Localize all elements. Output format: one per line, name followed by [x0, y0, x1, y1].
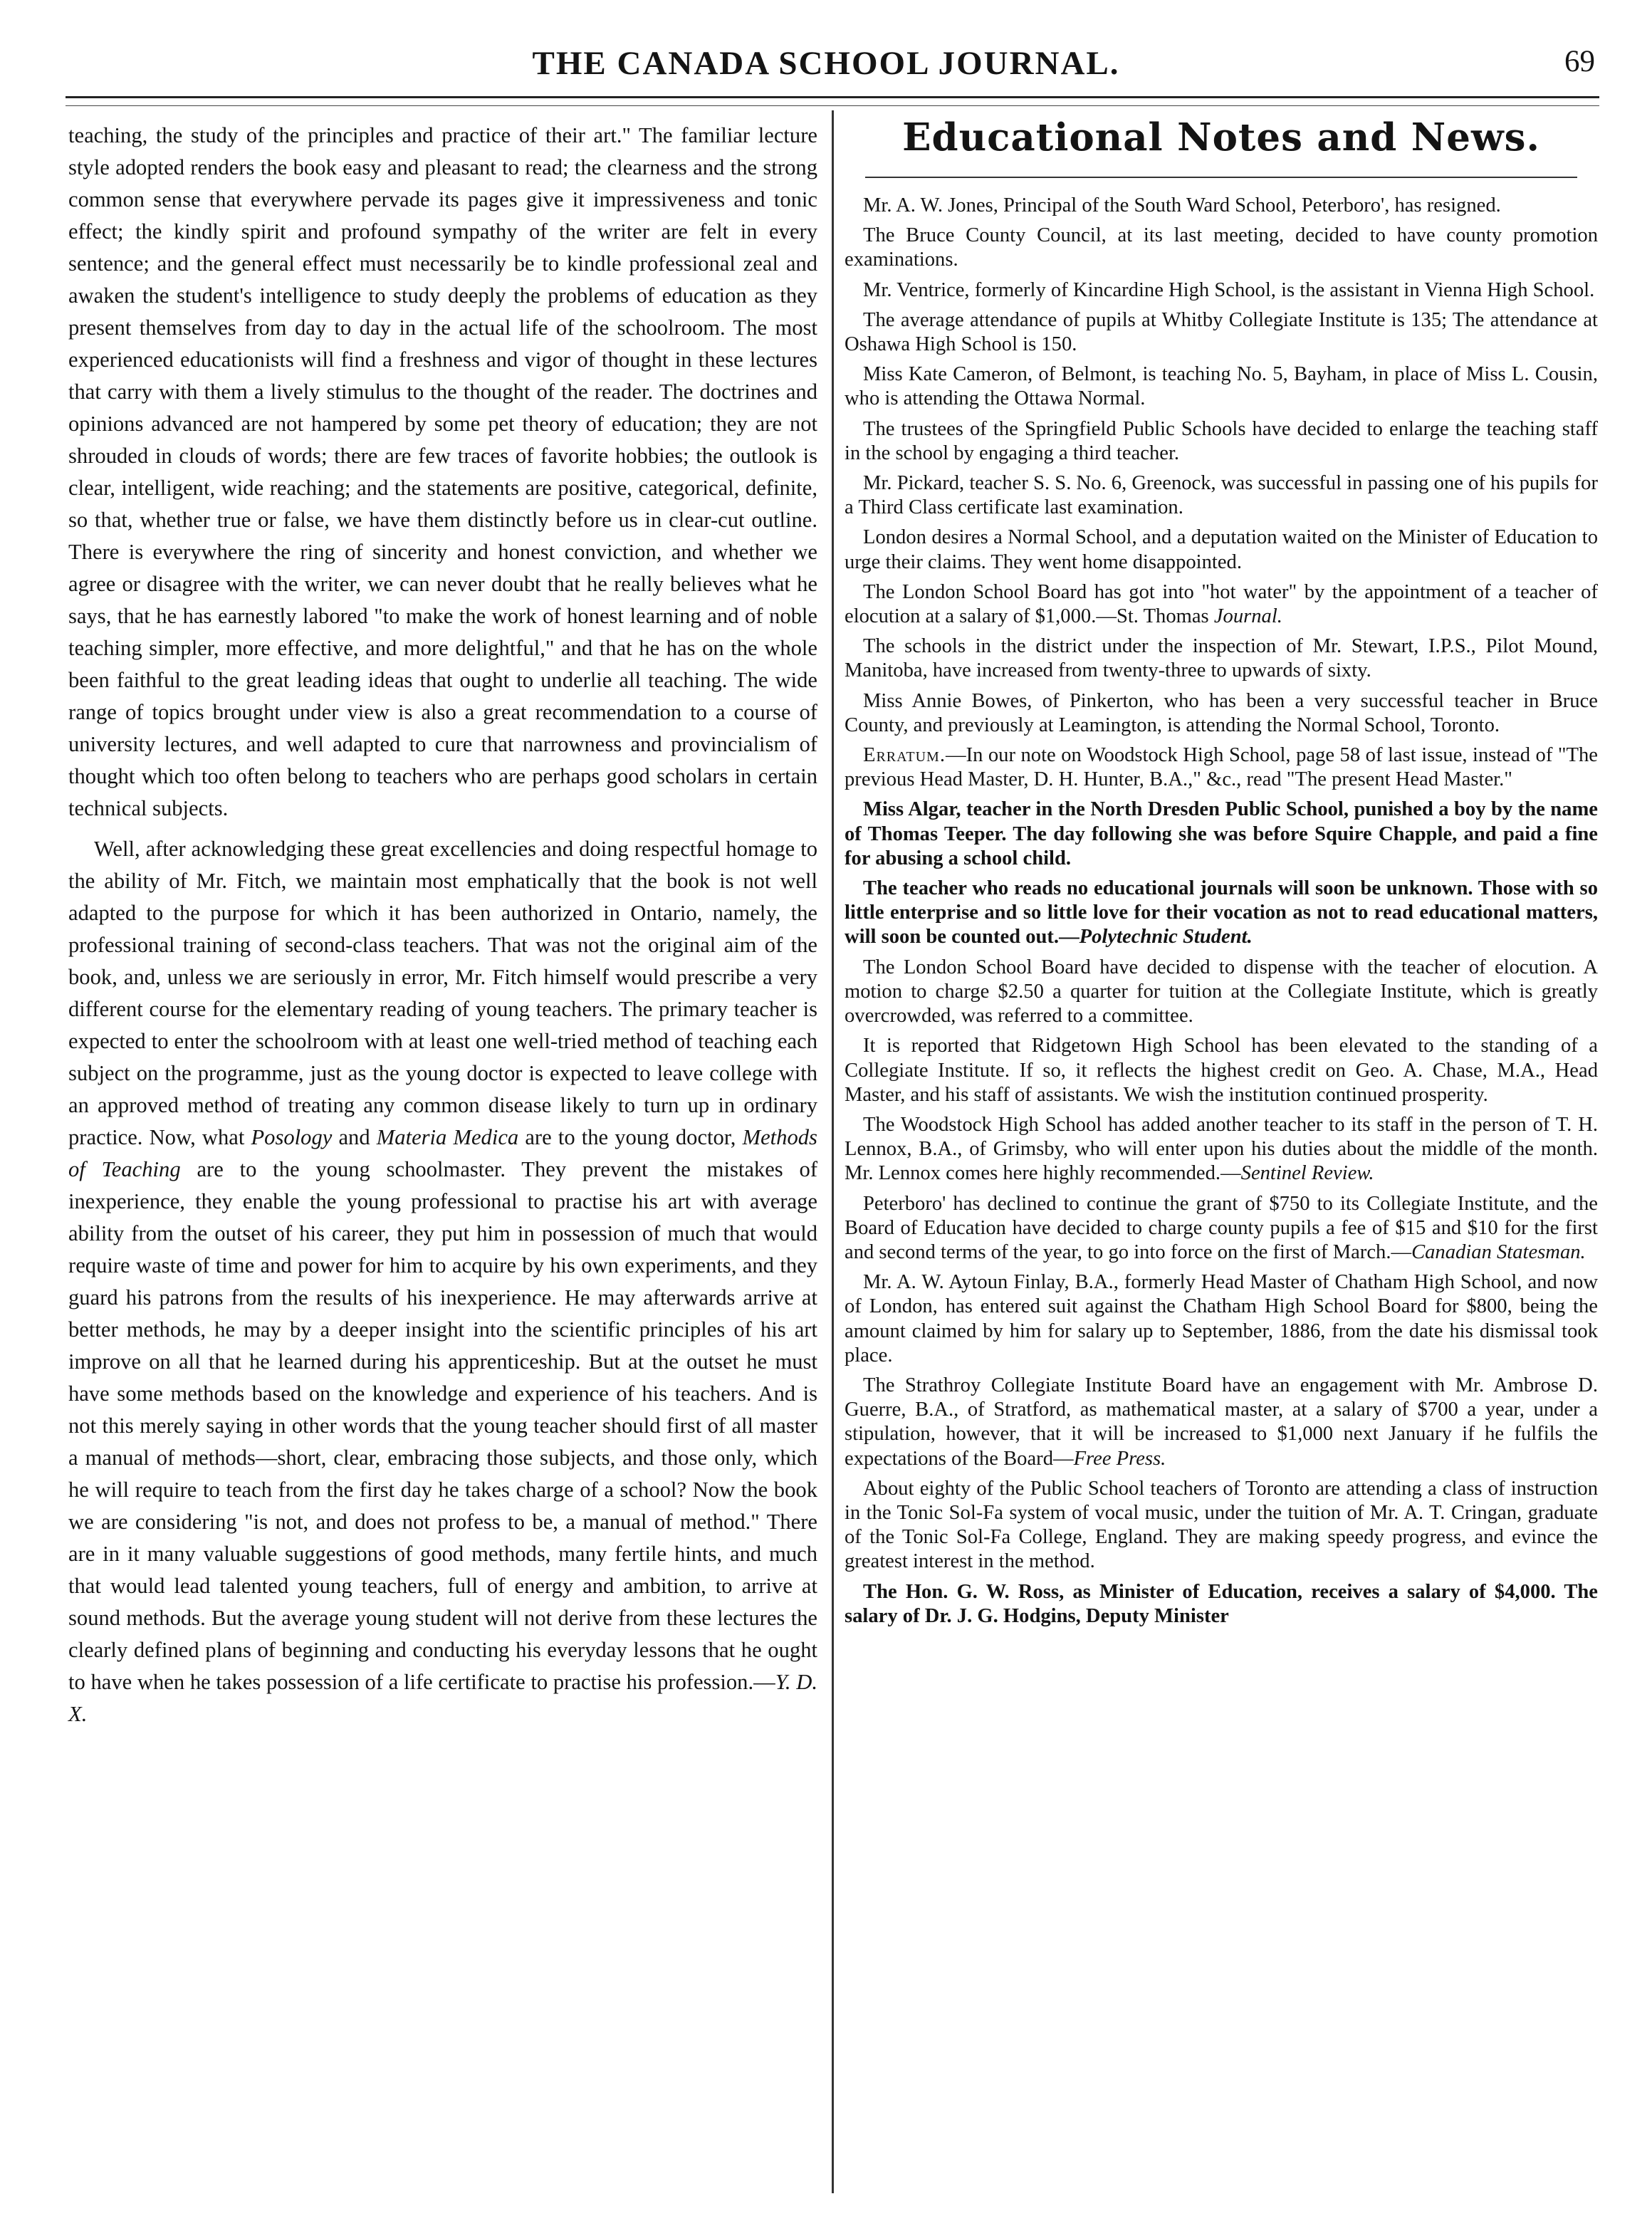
note-item: Erratum.—In our note on Woodstock High School, page 58 of last issue, instead of "The previous Head Master, D. H. Hunter, B.A.," &c., read "The present Head Master." — [845, 744, 1598, 791]
note-item: Mr. Ventrice, formerly of Kincardine High School, is the assistant in Vienna High School. — [863, 278, 1595, 301]
note-item: The Hon. G. W. Ross, as Minister of Education, receives a salary of $4,000. The salary of Dr. J. G. Hodgins, Deputy Minister — [845, 1580, 1598, 1627]
running-head-title: THE CANADA SCHOOL JOURNAL. — [532, 45, 1120, 82]
note-item: Peterboro' has declined to continue the grant of $750 to its Collegiate Institute, and the Board of Education have decided to charge county pupils a fee of $15 and $10 for the first and second terms of the year, to go into force on the first of March.—Canadian Statesman. — [845, 1192, 1598, 1263]
header-rule-thin — [66, 105, 1599, 106]
paragraph-text: are to the young schoolmaster. They prevent the mistakes of inexperience, they enable the young professional to practise his art with average ability from the outset of his career, they put him in possession of much that would require waste of time and power for him to acquire by his own experiments, and they guard his patrons from the results of his inexperience. He may afterwards arrive at better methods, he may by a deeper insight into the scientific principles of his art improve on all that he learned during his apprenticeship. But at the outset he must have some methods based on the knowledge and experience of his teachers. And is not this merely saying in other words that the young teacher should first of all master a manual of methods—short, clear, embracing those subjects, and those only, which he will require to teach from the first day he takes charge of a school? Now the book we are considering "is not, and does not profess to be, a manual of method." There are in it many valuable suggestions of good methods, many fertile hints, and much that would lead talented young teachers, full of energy and ambition, to arrive at sound methods. But the average young student will not derive from these lectures the clearly defined plans of beginning and conducting his everyday lessons that he ought to have when he takes possession of a life certificate to practise his profession.— — [68, 1157, 818, 1694]
conjunction: and — [332, 1125, 377, 1149]
note-item: The average attendance of pupils at Whitby Collegiate Institute is 135; The attendance at Oshawa High School is 150. — [845, 308, 1598, 356]
paragraph-text: are to the young doctor, — [518, 1125, 743, 1149]
term-materia-medica: Materia Medica — [376, 1125, 519, 1149]
note-item: The Bruce County Council, at its last meeting, decided to have county promotion examinations. — [845, 224, 1598, 271]
section-title: Educational Notes and News. — [902, 115, 1540, 160]
note-source: Journal. — [1213, 605, 1282, 628]
note-item: Mr. A. W. Jones, Principal of the South Ward School, Peterboro', has resigned. — [863, 194, 1501, 216]
note-item: It is reported that Ridgetown High School has been elevated to the standing of a Collegiate Institute. If so, it reflects the highest credit on Geo. A. Chase, M.A., Head Master, and his staff of assistants. We wish the institution continued prosperity. — [845, 1035, 1598, 1106]
erratum-label: Erratum. — [863, 744, 946, 767]
note-item: The London School Board have decided to dispense with the teacher of elocution. A motion to charge $2.50 a quarter for tuition at the Collegiate Institute, which is greatly overcrowded, was referred to a committee. — [845, 956, 1598, 1028]
term-posology: Posology — [251, 1125, 333, 1149]
page-number: 69 — [1564, 45, 1595, 78]
left-column — [68, 120, 817, 1730]
note-item: The Strathroy Collegiate Institute Board have an engagement with Mr. Ambrose D. Guerre, B.A., of Stratford, as mathematical master, at a salary of $700 a year, under a stipulation, however, that it will be increased to $1,000 next January if he fulfils the expectations of the Board—Free Press. — [845, 1374, 1598, 1470]
note-item: About eighty of the Public School teachers of Toronto are attending a class of instruction in the Tonic Sol-Fa system of vocal music, under the tuition of Mr. A. T. Cringan, graduate of the Tonic Sol-Fa College, England. They are making speedy progress, and evince the greatest interest in the method. — [845, 1477, 1598, 1573]
note-item: Mr. A. W. Aytoun Finlay, B.A., formerly Head Master of Chatham High School, and now of London, has entered suit against the Chatham High School Board for $800, being the amount claimed by him for salary up to September, 1886, from the date his dismissal took place. — [845, 1271, 1598, 1367]
note-source: Free Press. — [1073, 1447, 1166, 1470]
note-item: Miss Kate Cameron, of Belmont, is teaching No. 5, Bayham, in place of Miss L. Cousin, who is attending the Ottawa Normal. — [845, 363, 1598, 410]
note-item: The schools in the district under the inspection of Mr. Stewart, I.P.S., Pilot Mound, Manitoba, have increased from twenty-three to upwards of sixty. — [845, 635, 1598, 682]
term-methods-of-teaching: Methods of Teaching — [68, 1125, 817, 1181]
column-divider — [832, 110, 834, 2193]
note-item: Miss Algar, teacher in the North Dresden Public School, punished a boy by the name of Thomas Teeper. The day following she was before Squire Chapple, and paid a fine for abusing a school child. — [845, 798, 1598, 869]
note-item: The teacher who reads no educational journals will soon be unknown. Those with so little enterprise and so little love for their vocation as not to read educational matters, will soon be counted out.—Polytechnic Student. — [845, 877, 1598, 949]
article-paragraph-1: teaching, the study of the principles and practice of their art." The familiar lecture style adopted renders the book easy and pleasant to read; the clearness and the strong common sense that everywhere pervade its pages give it impressiveness and tonic effect; the kindly spirit and profound sympathy of the writer are felt in every sentence; and the general effect must necessarily be to kindle professional zeal and awaken the student's intelligence to study deeply the problems of education as they present themselves from day to day in the actual life of the schoolroom. The most experienced educationists will find a freshness and vigor of thought in these lectures that carry with them a lively stimulus to the thought of the reader. The doctrines and opinions advanced are not hampered by some pet theory of education; they are not shrouded in clouds of words; there are few traces of favorite hobbies; the outlook is clear, intelligent, wide reaching; and the statements are positive, categorical, definite, so that, whether true or false, we have them distinctly before us in clear-cut outline. There is everywhere the ring of sincerity and honest conviction, and whether we agree or disagree with the writer, we can never doubt that he really believes what he says, that he has earnestly labored "to make the work of honest learning and of noble teaching simpler, more effective, and more delightful," and that he has on the whole been faithful to the great leading ideas that ought to underlie all teaching. The wide range of topics brought under view is also a great recommendation to a course of university lectures, and well adapted to cure that narrowness and provincialism of thought which too often belong to teachers who are perhaps good scholars in certain technical subjects. — [68, 123, 817, 820]
note-item: Mr. Pickard, teacher S. S. No. 6, Greenock, was successful in passing one of his pupils for a Third Class certificate last examination. — [845, 472, 1598, 519]
note-source: Sentinel Review. — [1240, 1162, 1374, 1185]
note-source: Polytechnic Student. — [1079, 926, 1253, 949]
note-item: The London School Board has got into "hot water" by the appointment of a teacher of elocution at a salary of $1,000.—St. Thomas Journal. — [845, 580, 1598, 628]
note-item: London desires a Normal School, and a deputation waited on the Minister of Education to urge their claims. They went home disappointed. — [845, 526, 1598, 573]
note-source: Canadian Statesman. — [1411, 1240, 1586, 1263]
notes-column — [845, 194, 1598, 1629]
article-paragraph-2 — [68, 833, 817, 1730]
section-rule — [865, 177, 1577, 178]
header-rule — [66, 96, 1599, 98]
author-signature: Y. D. X. — [68, 1670, 817, 1726]
paragraph-text: Well, after acknowledging these great excellencies and doing respectful homage to the ability of Mr. Fitch, we maintain most emphatically that the book is not well adapted to the purpose for which it has been authorized in Ontario, namely, the professional training of second-class teachers. That was not the original aim of the book, and, unless we are seriously in error, Mr. Fitch himself would prescribe a very different course for the elementary reading of young teachers. The primary teacher is expected to enter the schoolroom with at least one well-tried method of teaching each subject on the programme, just as the young doctor is expected to leave college with an approved method of treating any common disease likely to turn up in ordinary practice. Now, what — [68, 837, 817, 1149]
note-item: Miss Annie Bowes, of Pinkerton, who has been a very successful teacher in Bruce County, and previously at Leamington, is attending the Normal School, Toronto. — [845, 689, 1598, 736]
note-item: The trustees of the Springfield Public Schools have decided to enlarge the teaching staff in the school by engaging a third teacher. — [845, 417, 1598, 464]
note-item: The Woodstock High School has added another teacher to its staff in the person of T. H. Lennox, B.A., of Grimsby, who will enter upon his duties about the middle of the month. Mr. Lennox comes here highly recommended.—Sentinel Review. — [845, 1113, 1598, 1185]
